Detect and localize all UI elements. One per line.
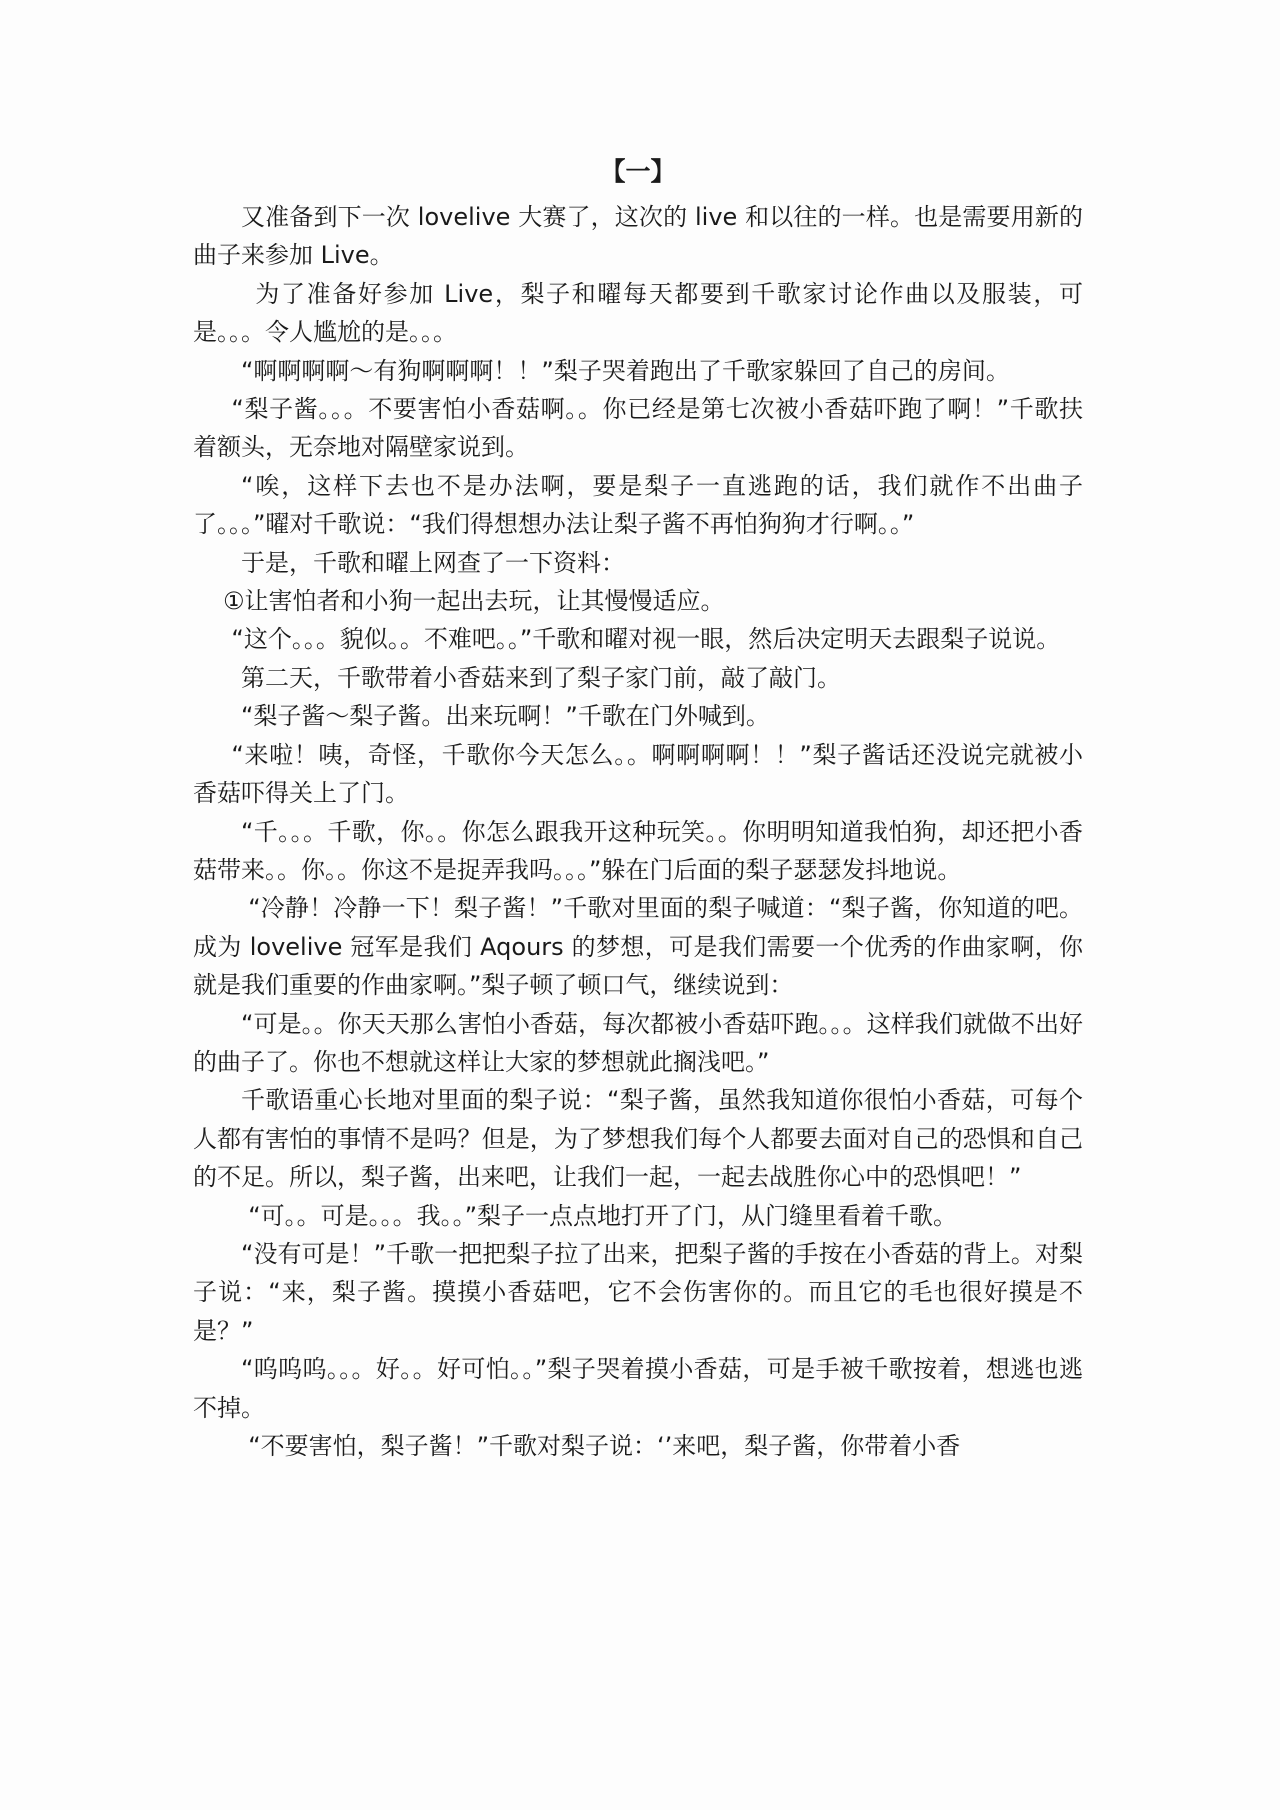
chapter-title: 【一】 xyxy=(600,157,676,186)
paragraph-1: 又准备到下一次 lovelive 大赛了，这次的 live 和以往的一样。也是需要用新的曲子来参加 Live。 xyxy=(193,203,1083,270)
paragraph-19: “不要害怕，梨子酱！”千歌对梨子说：‘’来吧，梨子酱，你带着小香 xyxy=(248,1432,961,1460)
paragraph-9: 第二天，千歌带着小香菇来到了梨子家门前，敲了敲门。 xyxy=(241,663,841,692)
paragraph-11: “来啦！咦，奇怪，千歌你今天怎么。。啊啊啊啊！！”梨子酱话还没说完就被小香菇吓得关上了门。 xyxy=(193,740,1083,808)
paragraph-5: “唉，这样下去也不是办法啊，要是梨子一直逃跑的话，我们就作不出曲子了。。。”曜对千歌说：“我们得想想办法让梨子酱不再怕狗狗才行啊。。” xyxy=(193,471,1083,539)
paragraph-7: ①让害怕者和小狗一起出去玩，让其慢慢适应。 xyxy=(223,587,725,616)
paragraph-16: “可。。可是。。。我。。”梨子一点点地打开了门，从门缝里看着千歌。 xyxy=(248,1201,958,1230)
paragraph-10: “梨子酱～梨子酱。出来玩啊！”千歌在门外喊到。 xyxy=(241,702,770,731)
paragraph-8: “这个。。。貌似。。不难吧。。”千歌和曜对视一眼，然后决定明天去跟梨子说说。 xyxy=(231,625,1061,654)
paragraph-4: “梨子酱。。。不要害怕小香菇啊。。你已经是第七次被小香菇吓跑了啊！”千歌扶着额头，无奈地对隔壁家说到。 xyxy=(193,395,1083,462)
paragraph-18: “呜呜呜。。。好。。好可怕。。”梨子哭着摸小香菇，可是手被千歌按着，想逃也逃不掉。 xyxy=(193,1355,1083,1422)
paragraph-13: “冷静！冷静一下！梨子酱！”千歌对里面的梨子喊道：“梨子酱，你知道的吧。成为 lovelive 冠军是我们 Aqours 的梦想，可是我们需要一个优秀的作曲家啊，你就是我们重要的作曲家啊。”梨子顿了顿口气，继续说到： xyxy=(193,894,1083,1000)
paragraph-6: 于是，千歌和曜上网查了一下资料： xyxy=(241,548,625,577)
paragraph-2: 为了准备好参加 Live，梨子和曜每天都要到千歌家讨论作曲以及服装，可是。。。令人尴尬的是。。。 xyxy=(193,279,1083,347)
paragraph-14: “可是。。你天天那么害怕小香菇，每次都被小香菇吓跑。。。这样我们就做不出好的曲子了。你也不想就这样让大家的梦想就此搁浅吧。” xyxy=(193,1009,1083,1076)
paragraph-15: 千歌语重心长地对里面的梨子说：“梨子酱，虽然我知道你很怕小香菇，可每个人都有害怕的事情不是吗？但是，为了梦想我们每个人都要去面对自己的恐惧和自己的不足。所以，梨子酱，出来吧，让我们一起，一起去战胜你心中的恐惧吧！” xyxy=(193,1086,1083,1192)
document-body xyxy=(193,152,1083,1465)
paragraph-17: “没有可是！”千歌一把把梨子拉了出来，把梨子酱的手按在小香菇的背上。对梨子说：“来，梨子酱。摸摸小香菇吧，它不会伤害你的。而且它的毛也很好摸是不是？” xyxy=(193,1239,1083,1345)
paragraph-3: “啊啊啊啊～有狗啊啊啊！！”梨子哭着跑出了千歌家躲回了自己的房间。 xyxy=(241,356,1010,385)
paragraph-12: “千。。。千歌，你。。你怎么跟我开这种玩笑。。你明明知道我怕狗，却还把小香菇带来。。你。。你这不是捉弄我吗。。。”躲在门后面的梨子瑟瑟发抖地说。 xyxy=(193,817,1083,884)
